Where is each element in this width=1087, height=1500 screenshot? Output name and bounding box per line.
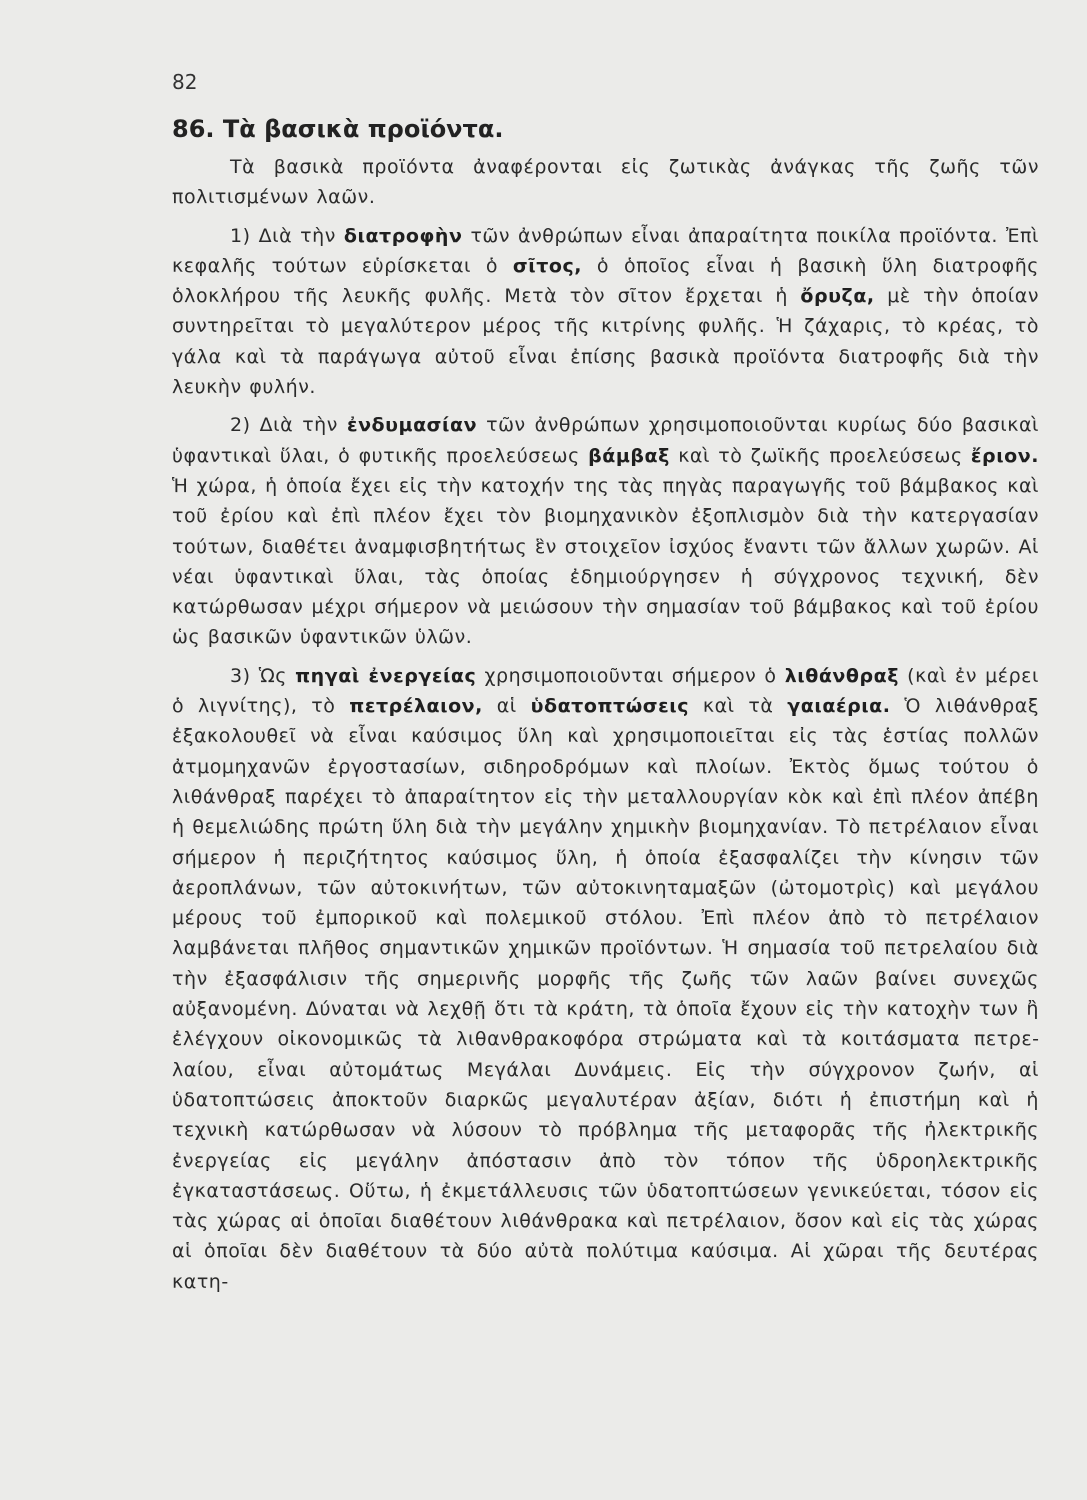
paragraph-1 — [172, 152, 1039, 213]
bold-term: λιθάνθραξ — [784, 664, 900, 687]
text-run: ὁ ὁποῖος εἶναι ἡ βασικὴ ὕλη διατροφῆς ὁλοκλήρου τῆς λευκῆς φυλῆς. Μετὰ τὸν σῖτον ἔρχεται ἡ — [172, 254, 1039, 308]
text-run: (καὶ ἐν μέρει ὁ λιγνίτης), τὸ — [172, 664, 1039, 718]
text-run: 1) Διὰ τὴν — [230, 224, 344, 247]
section-heading: 86. Τὰ βασικὰ προϊόντα. — [172, 115, 504, 143]
text-run: καὶ τὰ — [689, 695, 788, 718]
bold-term: σῖτος, — [512, 254, 583, 277]
bold-term: διατροφὴν — [343, 224, 463, 247]
bold-term: γαιαέρια. — [787, 695, 891, 718]
text-run: αἱ — [482, 695, 531, 718]
text-run: τῶν ἀνθρώπων χρησιμοποιοῦνται κυρίως δύο βασικαὶ ὑφαντικαὶ ὕλαι, ὁ φυτικῆς προελεύσεως — [172, 414, 1039, 467]
page-number: 82 — [172, 70, 198, 94]
bold-term: πηγαὶ ἐνεργείας — [295, 664, 477, 687]
bold-term: ἔριον. — [970, 444, 1040, 467]
paragraph-2 — [172, 221, 1039, 403]
body-text — [172, 152, 1039, 1297]
bold-term: ὑδατοπτώσεις — [530, 695, 690, 718]
bold-term: ἐνδυμασίαν — [346, 414, 478, 437]
bold-term: πετρέλαιον, — [349, 695, 483, 718]
text-run: μὲ τὴν ὁποίαν συντηρεῖται τὸ μεγαλύτερον μέρος τῆς κιτρίνης φυλῆς. Ἡ ζάχαρις, τὸ κρέας, τὸ γάλα καὶ τὰ παράγωγα αὐτοῦ εἶναι ἐπίσης βασικὰ προϊόντα διατροφῆς διὰ τὴν λευκὴν φυλήν. — [172, 285, 1039, 399]
text-run: καὶ τὸ ζωϊκῆς προελεύσεως — [669, 444, 971, 467]
paragraph-4 — [172, 661, 1039, 1297]
text-run: 2) Διὰ τὴν — [230, 414, 347, 437]
bold-term: ὄρυζα, — [800, 285, 875, 308]
text-run: τῶν ἀνθρώπων εἶναι ἀπαραίτητα ποικίλα προϊόντα. Ἐπὶ κεφαλῆς τούτων εὑρίσκεται ὁ — [172, 224, 1039, 277]
text-run: 3) Ὡς — [230, 664, 296, 687]
text-run: χρησιμοποιοῦνται σήμερον ὁ — [476, 664, 785, 687]
bold-term: βάμβαξ — [588, 444, 670, 467]
text-run: Τὰ βασικὰ προϊόντα ἀναφέρονται εἰς ζωτικὰς ἀνάγκας τῆς ζωῆς τῶν πολιτισμένων λαῶν. — [172, 156, 1039, 209]
text-run: Ὁ λιθάνθραξ ἐξακολουθεῖ νὰ εἶναι καύσιμος ὕλη καὶ χρησιμοποιεῖται εἰς τὰς ἑστίας πολλῶν ἀτμομηχανῶν ἐργοστασίων, σιδηροδρόμων καὶ πλοίων. Ἐκτὸς ὅμως τούτου ὁ λιθάνθραξ παρέχει τὸ ἀπαραίτητον εἰς τὴν μεταλλουργίαν κὸκ καὶ ἐπὶ πλέον ἀπέβη ἡ θεμελιώδης πρώτη ὕλη διὰ τὴν μεγάλην χημικὴν βιομηχανίαν. Τὸ πετρέλαιον εἶναι σήμερον ἡ περιζήτητος καύσιμος ὕλη, ἡ ὁποία ἐξασφαλίζει τὴν κίνησιν τῶν ἀεροπλάνων, τῶν αὐτοκινήτων, τῶν αὐτοκινηταμαξῶν (ὠτομοτρὶς) καὶ μεγάλου μέρους τοῦ ἐμπορικοῦ καὶ πολεμικοῦ στόλου. Ἐπὶ πλέον ἀπὸ τὸ πετρέλαιον λαμβάνεται πλῆθος σημαντικῶν χημικῶν προϊόντων. Ἡ σημασία τοῦ πετρελαίου διὰ τὴν ἐξασφάλισιν τῆς σημερινῆς μορφῆς τῆς ζωῆς τῶν λαῶν βαίνει συνεχῶς αὐξανομένη. Δύναται νὰ λεχθῇ ὅτι τὰ κράτη, τὰ ὁποῖα ἔχουν εἰς τὴν κατοχὴν των ἢ ἐλέγχουν οἰκονομικῶς τὰ λιθανθρακοφόρα στρώματα καὶ τὰ κοιτάσματα πετρελαίου, εἶναι αὐτομάτως Μεγάλαι Δυνάμεις. Εἰς τὴν σύγχρονον ζωήν, αἱ ὑδατοπτώσεις ἀποκτοῦν διαρκῶς μεγαλυτέραν ἀξίαν, διότι ἡ ἐπιστήμη καὶ ἡ τεχνικὴ κατώρθωσαν νὰ λύσουν τὸ πρόβλημα τῆς μεταφορᾶς τῆς ἠλεκτρικῆς ἐνεργείας εἰς μεγάλην ἀπόστασιν ἀπὸ τὸν τόπον τῆς ὑδροηλεκτρικῆς ἐγκαταστάσεως. Οὕτω, ἡ ἐκμετάλλευσις τῶν ὑδατοπτώσεων γενικεύεται, τόσον εἰς τὰς χώρας αἱ ὁποῖαι διαθέτουν λιθάνθρακα καὶ πετρέλαιον, ὅσον καὶ εἰς τὰς χώρας αἱ ὁποῖαι δὲν διαθέτουν τὰ δύο αὐτὰ πολύτιμα καύσιμα. Αἱ χῶραι τῆς δευτέρας κατη- — [172, 695, 1040, 1293]
paragraph-3 — [172, 410, 1039, 652]
text-run: Ἡ χώρα, ἡ ὁποία ἔχει εἰς τὴν κατοχήν της τὰς πηγὰς παραγωγῆς τοῦ βάμβακος καὶ τοῦ ἐρίου καὶ ἐπὶ πλέον ἔχει τὸν βιομηχανικὸν ἐξοπλισμὸν διὰ τὴν κατεργασίαν τούτων, διαθέτει ἀναμφισβητήτως ἓν στοιχεῖον ἰσχύος ἔναντι τῶν ἄλλων χωρῶν. Αἱ νέαι ὑφαντικαὶ ὕλαι, τὰς ὁποίας ἐδημιούργησεν ἡ σύγχρονος τεχνική, δὲν κατώρθωσαν μέχρι σήμερον νὰ μειώσουν τὴν σημασίαν τοῦ βάμβακος καὶ τοῦ ἐρίου ὡς βασικῶν ὑφαντικῶν ὑλῶν. — [172, 474, 1039, 649]
